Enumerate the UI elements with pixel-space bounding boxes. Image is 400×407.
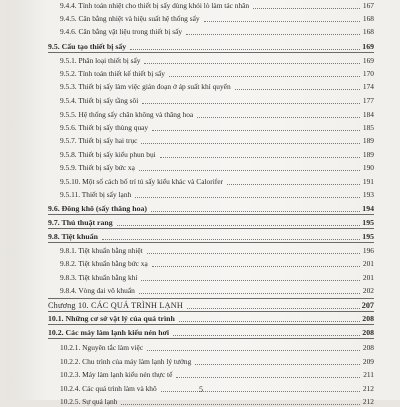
toc-entry-title: 9.4.6. Cân bằng vật liệu trong thiết bị sấy xyxy=(60,27,183,36)
toc-section-entry xyxy=(48,328,374,338)
toc-subsection-entry xyxy=(48,384,374,394)
toc-subsection-entry xyxy=(48,163,374,173)
dot-leader xyxy=(141,280,360,281)
section-rule xyxy=(48,242,374,243)
dot-leader xyxy=(227,184,360,185)
toc-entry-title: 9.6. Đông khô (sấy thăng hoa) xyxy=(48,204,147,213)
toc-entry-page: 191 xyxy=(362,177,374,186)
toc-entry-title: 9.4.5. Cân bằng nhiệt và hiệu suất hệ thống sấy xyxy=(60,14,200,23)
toc-subsection-entry xyxy=(48,357,374,367)
toc-entry-title: 9.5.9. Thiết bị sấy bức xạ xyxy=(60,163,135,172)
dot-leader xyxy=(197,117,360,118)
toc-entry-title: 9.5.11. Thiết bị sấy lạnh xyxy=(60,190,132,199)
toc-entry-title: 10.2.2. Chu trình của máy làm lạnh lý tưởng xyxy=(60,357,192,366)
dot-leader xyxy=(130,49,360,50)
toc-entry-title: 9.5.7. Thiết bị sấy hai trục xyxy=(60,136,138,145)
toc-subsection-entry xyxy=(48,273,374,283)
toc-subsection-entry xyxy=(48,136,374,146)
toc-entry-page: 169 xyxy=(362,42,374,51)
dot-leader xyxy=(151,211,360,212)
dot-leader xyxy=(147,253,360,254)
toc-entry-title: 9.5.4. Thiết bị sấy tầng sôi xyxy=(60,96,139,105)
toc-subsection-entry xyxy=(48,14,374,24)
toc-entry-page: 193 xyxy=(362,190,374,199)
toc-entry-page: 185 xyxy=(362,123,374,132)
dot-leader xyxy=(176,377,360,378)
toc-entry-page: 189 xyxy=(362,136,374,145)
toc-subsection-entry xyxy=(48,69,374,79)
toc-subsection-entry xyxy=(48,1,374,11)
toc-section-entry xyxy=(48,314,374,324)
toc-entry-page: 202 xyxy=(362,286,374,295)
page-number: 5 xyxy=(199,385,203,394)
dot-leader xyxy=(152,266,360,267)
dot-leader xyxy=(187,308,360,309)
toc-entry-title: 10.2. Các máy làm lạnh kiểu nén hơi xyxy=(48,328,170,337)
dot-leader xyxy=(152,130,360,131)
toc-subsection-entry xyxy=(48,96,374,106)
toc-section-entry xyxy=(48,218,374,228)
toc-entry-page: 212 xyxy=(362,384,374,393)
dot-leader xyxy=(160,157,360,158)
section-rule xyxy=(48,214,374,215)
toc-subsection-entry xyxy=(48,150,374,160)
toc-entry-title: 9.8.3. Tiệt khuẩn bằng khí xyxy=(60,273,138,282)
chapter-top-rule xyxy=(48,298,374,299)
toc-entry-title: Chương 10. CÁC QUÁ TRÌNH LẠNH xyxy=(48,301,183,310)
toc-entry-page: 201 xyxy=(362,273,374,282)
dot-leader xyxy=(195,364,360,365)
dot-leader xyxy=(135,197,360,198)
section-rule xyxy=(48,324,374,325)
toc-entry-page: 196 xyxy=(362,246,374,255)
toc-entry-page: 208 xyxy=(362,314,374,323)
toc-subsection-entry xyxy=(48,370,374,380)
toc-subsection-entry xyxy=(48,177,374,187)
toc-subsection-entry xyxy=(48,82,374,92)
toc-entry-page: 169 xyxy=(362,56,374,65)
dot-leader xyxy=(235,89,360,90)
dot-leader xyxy=(161,391,360,392)
dot-leader xyxy=(179,321,360,322)
dot-leader xyxy=(139,293,360,294)
dot-leader xyxy=(121,404,360,405)
dot-leader xyxy=(173,335,360,336)
dot-leader xyxy=(142,103,360,104)
dot-leader xyxy=(204,21,360,22)
toc-subsection-entry xyxy=(48,246,374,256)
toc-entry-title: 9.7. Thủ thuật rang xyxy=(48,218,113,227)
dot-leader xyxy=(253,8,360,9)
toc-entry-page: 209 xyxy=(362,357,374,366)
toc-entry-page: 195 xyxy=(362,232,374,241)
toc-entry-title: 9.5.3. Thiết bị sấy làm việc gián đoạn ở áp suất khí quyển xyxy=(60,82,231,91)
dot-leader xyxy=(147,350,360,351)
toc-entry-page: 170 xyxy=(362,69,374,78)
dot-leader xyxy=(186,34,360,35)
section-rule xyxy=(48,338,374,339)
toc-subsection-entry xyxy=(48,286,374,296)
dot-leader xyxy=(169,76,360,77)
toc-section-entry xyxy=(48,42,374,52)
toc-entry-title: 9.8. Tiệt khuẩn xyxy=(48,232,98,241)
dot-leader xyxy=(141,143,360,144)
toc-entry-page: 194 xyxy=(362,204,374,213)
toc-entry-page: 174 xyxy=(362,82,374,91)
toc-subsection-entry xyxy=(48,110,374,120)
toc-entry-page: 184 xyxy=(362,110,374,119)
toc-subsection-entry xyxy=(48,56,374,66)
toc-entry-title: 9.8.2. Tiệt khuẩn bằng bức xạ xyxy=(60,259,148,268)
toc-subsection-entry xyxy=(48,259,374,269)
toc-entry-page: 168 xyxy=(362,14,374,23)
toc-entry-title: 10.2.3. Máy làm lạnh kiểu nén thực tế xyxy=(60,370,173,379)
toc-entry-title: 9.5.10. Một số cách bố trí tủ sấy kiểu khác và Calorifer xyxy=(60,177,223,186)
toc-entry-title: 10.2.1. Nguyên tắc làm việc xyxy=(60,343,144,352)
toc-entry-title: 9.5.5. Hệ thống sấy chân không và thăng hoa xyxy=(60,110,194,119)
section-rule xyxy=(48,52,374,53)
dot-leader xyxy=(139,170,360,171)
toc-entry-title: 9.4.4. Tính toán nhiệt cho thiết bị sấy dùng khói lò làm tác nhân xyxy=(60,1,250,10)
toc-entry-title: 10.2.5. Sự quá lạnh xyxy=(60,397,118,406)
dot-leader xyxy=(102,239,360,240)
toc-subsection-entry xyxy=(48,123,374,133)
toc-entry-title: 9.5.8. Thiết bị sấy kiểu phun bụi xyxy=(60,150,156,159)
dot-leader xyxy=(144,63,360,64)
toc-entry-title: 9.5.6. Thiết bị sấy thùng quay xyxy=(60,123,149,132)
toc-entry-page: 208 xyxy=(362,343,374,352)
page-gutter-shadow xyxy=(0,0,22,400)
toc-entry-page: 190 xyxy=(362,163,374,172)
toc-entry-title: 9.5. Cấu tạo thiết bị sấy xyxy=(48,42,127,51)
toc-entry-title: 10.1. Những cơ sở vật lý của quá trình xyxy=(48,314,175,323)
toc-chapter-entry xyxy=(48,301,374,311)
section-rule xyxy=(48,311,374,312)
toc-entry-page: 208 xyxy=(362,328,374,337)
toc-section-entry xyxy=(48,232,374,242)
toc-entry-page: 211 xyxy=(363,370,374,379)
toc-entry-page: 189 xyxy=(362,150,374,159)
toc-entry-page: 167 xyxy=(362,1,374,10)
toc-subsection-entry xyxy=(48,27,374,37)
toc-entry-title: 9.5.1. Phân loại thiết bị sấy xyxy=(60,56,141,65)
toc-entry-page: 201 xyxy=(362,259,374,268)
toc-entry-page: 177 xyxy=(362,96,374,105)
toc-entry-title: 9.5.2. Tính toán thiết kế thiết bị sấy xyxy=(60,69,165,78)
toc-entry-page: 212 xyxy=(362,397,374,406)
toc-entry-page: 207 xyxy=(361,301,374,310)
toc-entry-title: 10.2.4. Các quá trình làm và khô xyxy=(60,384,157,393)
dot-leader xyxy=(117,225,360,226)
toc-entry-title: 9.8.4. Vòng đai vô khuẩn xyxy=(60,286,135,295)
toc-subsection-entry xyxy=(48,343,374,353)
toc-entry-page: 195 xyxy=(362,218,374,227)
toc-entry-title: 9.8.1. Tiệt khuẩn bằng nhiệt xyxy=(60,246,143,255)
toc-subsection-entry xyxy=(48,190,374,200)
toc-subsection-entry xyxy=(48,397,374,407)
section-rule xyxy=(48,228,374,229)
toc-entry-page: 168 xyxy=(362,27,374,36)
toc-section-entry xyxy=(48,204,374,214)
